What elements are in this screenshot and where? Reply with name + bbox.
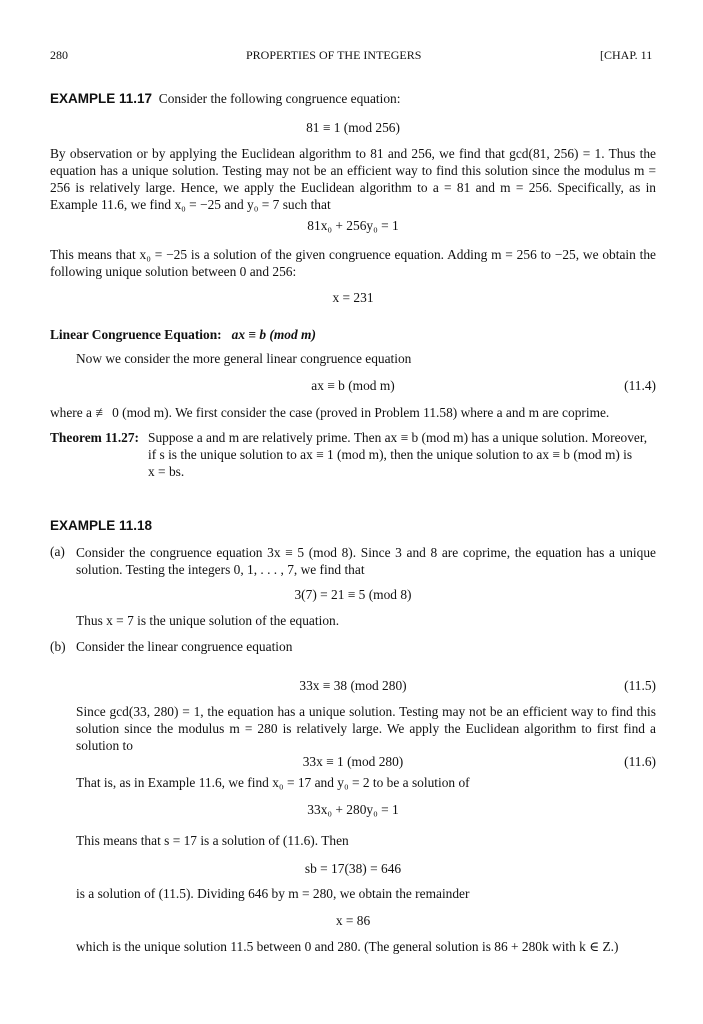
page-number: 280 bbox=[50, 48, 68, 62]
section-title-math: ax ≡ b (mod m) bbox=[231, 327, 316, 342]
paragraph: Now we consider the more general linear congruence equation bbox=[76, 351, 412, 366]
equation: 3(7) = 21 ≡ 5 (mod 8) bbox=[294, 587, 412, 602]
equation-number: (11.5) bbox=[624, 678, 656, 693]
paragraph: By observation or by applying the Euclidean algorithm to 81 and 256, we find that gcd(81, 256) = 1. Thus the equation has a unique solution. Testing may not be an efficient way to find this solution since the modulus m = 256 is relatively large. Hence, we apply the Euclidean algorithm to a = 81 and m = 256. Specifically, as in Example 11.6, we find x₀ = −25 and y₀ = 7 such that bbox=[50, 146, 656, 212]
paragraph: That is, as in Example 11.6, we find x₀ = 17 and y₀ = 2 to be a solution of bbox=[76, 775, 470, 790]
running-title: PROPERTIES OF THE INTEGERS bbox=[246, 48, 422, 62]
paragraph: Consider the congruence equation 3x ≡ 5 (mod 8). Since 3 and 8 are coprime, the equation has a unique solution. Testing the integers 0, 1, . . . , 7, we find that bbox=[76, 545, 656, 577]
theorem-label: Theorem 11.27: bbox=[50, 430, 140, 445]
paragraph: This means that s = 17 is a solution of (11.6). Then bbox=[76, 833, 349, 848]
equation: 81x₀ + 256y₀ = 1 bbox=[307, 218, 399, 233]
theorem-line: Suppose a and m are relatively prime. Then ax ≡ b (mod m) has a unique solution. Moreover, bbox=[148, 430, 648, 445]
equation: 33x ≡ 38 (mod 280) bbox=[299, 678, 407, 693]
equation: 81 ≡ 1 (mod 256) bbox=[306, 120, 400, 135]
example-intro: Consider the following congruence equation: bbox=[158, 91, 401, 106]
paragraph: Thus x = 7 is the unique solution of the equation. bbox=[76, 613, 340, 628]
paragraph: Consider the linear congruence equation bbox=[76, 639, 293, 654]
paragraph: Since gcd(33, 280) = 1, the equation has a unique solution. Testing may not be an efficient way to find this solution since the modulus m = 280 is relatively large. We apply the Euclidean algorithm to first find a solution to bbox=[76, 704, 656, 753]
equation: x = 86 bbox=[335, 913, 371, 928]
item-marker-b: (b) bbox=[50, 639, 66, 654]
equation-number: (11.6) bbox=[624, 754, 656, 769]
equation: sb = 17(38) = 646 bbox=[304, 861, 402, 876]
paragraph: which is the unique solution 11.5 between 0 and 280. (The general solution is 86 + 280k with k ∈ Z.) bbox=[76, 939, 619, 954]
equation: x = 231 bbox=[332, 290, 374, 305]
paragraph: where a ≢ 0 (mod m). We first consider the case (proved in Problem 11.58) where a and m are coprime. bbox=[50, 405, 610, 420]
theorem-line: x = bs. bbox=[148, 464, 185, 479]
example-label: EXAMPLE 11.18 bbox=[50, 518, 153, 533]
equation-number: (11.4) bbox=[624, 378, 656, 393]
item-marker-a: (a) bbox=[50, 544, 65, 559]
theorem-line: if s is the unique solution to ax ≡ 1 (mod m), then the unique solution to ax ≡ b (mod m) is bbox=[148, 447, 633, 462]
example-11-17-heading bbox=[50, 91, 400, 107]
equation: ax ≡ b (mod m) bbox=[311, 378, 395, 393]
section-title: Linear Congruence Equation: bbox=[50, 327, 222, 342]
paragraph: is a solution of (11.5). Dividing 646 by m = 280, we obtain the remainder bbox=[76, 886, 470, 901]
example-label: EXAMPLE 11.17 bbox=[50, 91, 153, 106]
section-heading bbox=[50, 327, 316, 343]
paragraph: This means that x₀ = −25 is a solution of the given congruence equation. Adding m = 256 to −25, we obtain the following unique solution between 0 and 256: bbox=[50, 247, 656, 279]
equation: 33x ≡ 1 (mod 280) bbox=[302, 754, 404, 769]
equation: 33x₀ + 280y₀ = 1 bbox=[307, 802, 399, 817]
chapter-label: [CHAP. 11 bbox=[600, 48, 653, 62]
